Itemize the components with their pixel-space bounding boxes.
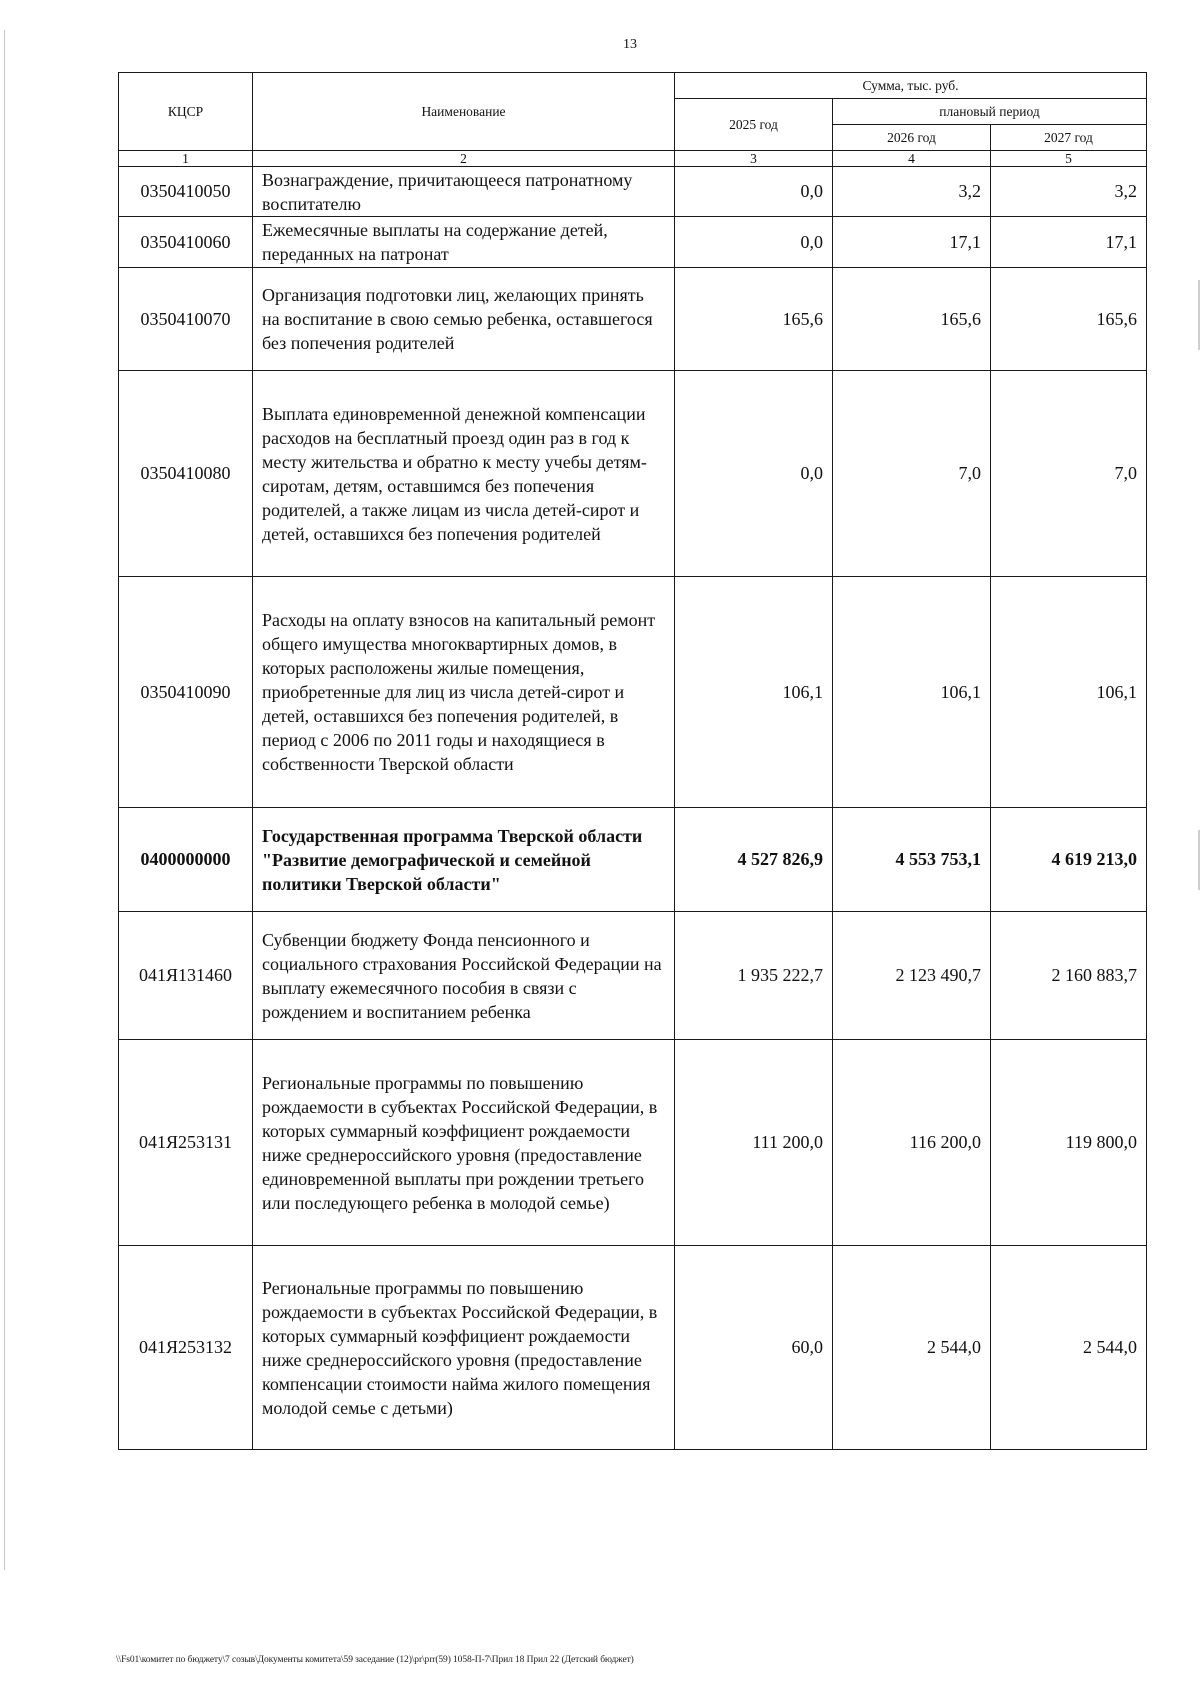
table-row xyxy=(119,268,1147,371)
table-row xyxy=(119,577,1147,808)
header-sum: Сумма, тыс. руб. xyxy=(675,73,1147,99)
column-number: 4 xyxy=(833,151,991,167)
scan-edge-line xyxy=(4,30,5,1570)
column-number: 5 xyxy=(991,151,1147,167)
column-number: 1 xyxy=(119,151,253,167)
row-code: 041Я253132 xyxy=(119,1246,253,1450)
table-row xyxy=(119,1040,1147,1246)
row-value-2027: 165,6 xyxy=(991,268,1147,371)
row-value-2026: 4 553 753,1 xyxy=(833,808,991,912)
row-value-2026: 106,1 xyxy=(833,577,991,808)
row-value-2025: 60,0 xyxy=(675,1246,833,1450)
row-value-2026: 165,6 xyxy=(833,268,991,371)
row-code: 041Я253131 xyxy=(119,1040,253,1246)
row-value-2025: 106,1 xyxy=(675,577,833,808)
column-number: 3 xyxy=(675,151,833,167)
table-row xyxy=(119,217,1147,268)
row-value-2027: 119 800,0 xyxy=(991,1040,1147,1246)
table-row xyxy=(119,912,1147,1040)
header-planned-period: плановый период xyxy=(833,99,1147,125)
footer-file-path: \\Fs01\комитет по бюджету\7 созыв\Документы комитета\59 заседание (12)\pr\prr(59) 1058-П-7\Прил 18 Прил 22 (Детский бюджет) xyxy=(116,1655,634,1665)
row-value-2025: 4 527 826,9 xyxy=(675,808,833,912)
header-year-2025: 2025 год xyxy=(675,99,833,151)
row-value-2025: 0,0 xyxy=(675,217,833,268)
row-value-2026: 2 544,0 xyxy=(833,1246,991,1450)
row-value-2025: 111 200,0 xyxy=(675,1040,833,1246)
row-code: 0350410090 xyxy=(119,577,253,808)
row-value-2025: 1 935 222,7 xyxy=(675,912,833,1040)
row-value-2027: 7,0 xyxy=(991,371,1147,577)
row-value-2026: 116 200,0 xyxy=(833,1040,991,1246)
row-value-2027: 2 544,0 xyxy=(991,1246,1147,1450)
row-name: Выплата единовременной денежной компенсации расходов на бесплатный проезд один раз в год к месту жительства и обратно к месту учебы детям-сиротам, детям, оставшимся без попечения родителей, а также лицам из числа детей-сирот и детей, оставшихся без попечения родителей xyxy=(253,371,675,577)
header-year-2026: 2026 год xyxy=(833,125,991,151)
table-row xyxy=(119,1246,1147,1450)
header-name: Наименование xyxy=(253,73,675,151)
row-code: 0350410050 xyxy=(119,167,253,217)
row-code: 041Я131460 xyxy=(119,912,253,1040)
row-name: Субвенции бюджету Фонда пенсионного и социального страхования Российской Федерации на выплату ежемесячного пособия в связи с рождением и воспитанием ребенка xyxy=(253,912,675,1040)
column-number: 2 xyxy=(253,151,675,167)
row-value-2027: 4 619 213,0 xyxy=(991,808,1147,912)
row-name: Государственная программа Тверской области "Развитие демографической и семейной политики Тверской области" xyxy=(253,808,675,912)
row-code: 0350410070 xyxy=(119,268,253,371)
table-row-program-total xyxy=(119,808,1147,912)
table-row xyxy=(119,167,1147,217)
row-value-2027: 2 160 883,7 xyxy=(991,912,1147,1040)
header-year-2027: 2027 год xyxy=(991,125,1147,151)
table-row xyxy=(119,371,1147,577)
row-name: Вознаграждение, причитающееся патронатному воспитателю xyxy=(253,167,675,217)
row-value-2026: 7,0 xyxy=(833,371,991,577)
budget-table xyxy=(118,72,1147,1450)
row-value-2025: 165,6 xyxy=(675,268,833,371)
row-value-2027: 106,1 xyxy=(991,577,1147,808)
page-number: 13 xyxy=(623,37,637,52)
row-name: Региональные программы по повышению рождаемости в субъектах Российской Федерации, в которых суммарный коэффициент рождаемости ниже среднероссийского уровня (предоставление единовременной выплаты при рождении третьего или последующего ребенка в молодой семье) xyxy=(253,1040,675,1246)
row-value-2027: 17,1 xyxy=(991,217,1147,268)
row-value-2026: 2 123 490,7 xyxy=(833,912,991,1040)
header-code: КЦСР xyxy=(119,73,253,151)
row-name: Региональные программы по повышению рождаемости в субъектах Российской Федерации, в которых суммарный коэффициент рождаемости ниже среднероссийского уровня (предоставление компенсации стоимости найма жилого помещения молодой семье с детьми) xyxy=(253,1246,675,1450)
row-code: 0350410080 xyxy=(119,371,253,577)
row-name: Организация подготовки лиц, желающих принять на воспитание в свою семью ребенка, оставшегося без попечения родителей xyxy=(253,268,675,371)
row-code: 0400000000 xyxy=(119,808,253,912)
row-value-2026: 17,1 xyxy=(833,217,991,268)
table-body xyxy=(119,167,1147,1450)
row-value-2027: 3,2 xyxy=(991,167,1147,217)
row-name: Ежемесячные выплаты на содержание детей, переданных на патронат xyxy=(253,217,675,268)
row-name: Расходы на оплату взносов на капитальный ремонт общего имущества многоквартирных домов, в которых расположены жилые помещения, приобретенные для лиц из числа детей-сирот и детей, оставшихся без попечения родителей, в период с 2006 по 2011 годы и находящиеся в собственности Тверской области xyxy=(253,577,675,808)
row-value-2025: 0,0 xyxy=(675,167,833,217)
row-value-2025: 0,0 xyxy=(675,371,833,577)
row-value-2026: 3,2 xyxy=(833,167,991,217)
row-code: 0350410060 xyxy=(119,217,253,268)
table-header xyxy=(119,73,1147,167)
